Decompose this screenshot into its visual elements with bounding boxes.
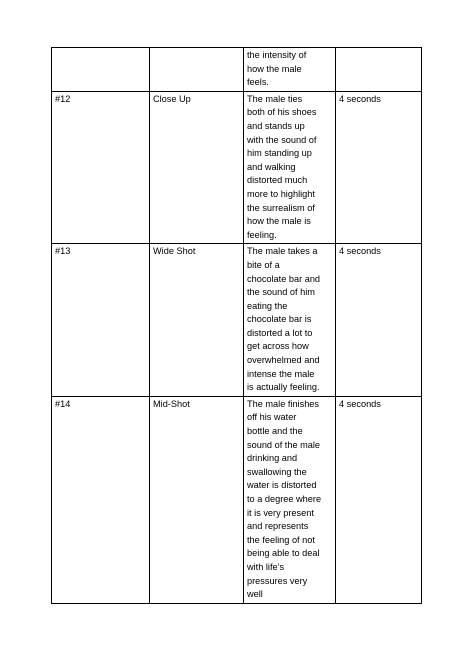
shot-number-cell: #14 (52, 396, 150, 603)
shot-duration-cell: 4 seconds (336, 91, 422, 244)
shot-type-cell (150, 48, 244, 92)
shot-description-cell: the intensity of how the male feels. (244, 48, 336, 92)
shot-type-cell: Mid-Shot (150, 396, 244, 603)
shot-type-cell: Wide Shot (150, 244, 244, 397)
table-row (52, 244, 422, 397)
shot-duration-cell: 4 seconds (336, 244, 422, 397)
shot-number-cell (52, 48, 150, 92)
table-row (52, 91, 422, 244)
table-row (52, 396, 422, 603)
shot-description-cell: The male ties both of his shoes and stands up with the sound of him standing up and walking distorted much more to highlight the surrealism of how the male is feeling. (244, 91, 336, 244)
table-row (52, 48, 422, 92)
shot-description-cell: The male finishes off his water bottle and the sound of the male drinking and swallowing the water is distorted to a degree where it is very present and represents the feeling of not being able to deal with life’s pressures very well (244, 396, 336, 603)
shot-type-cell: Close Up (150, 91, 244, 244)
shot-description-cell: The male takes a bite of a chocolate bar and the sound of him eating the chocolate bar is distorted a lot to get across how overwhelmed and intense the male is actually feeling. (244, 244, 336, 397)
shot-number-cell: #12 (52, 91, 150, 244)
shot-list-table (51, 47, 422, 604)
shot-duration-cell: 4 seconds (336, 396, 422, 603)
shot-duration-cell (336, 48, 422, 92)
shot-number-cell: #13 (52, 244, 150, 397)
